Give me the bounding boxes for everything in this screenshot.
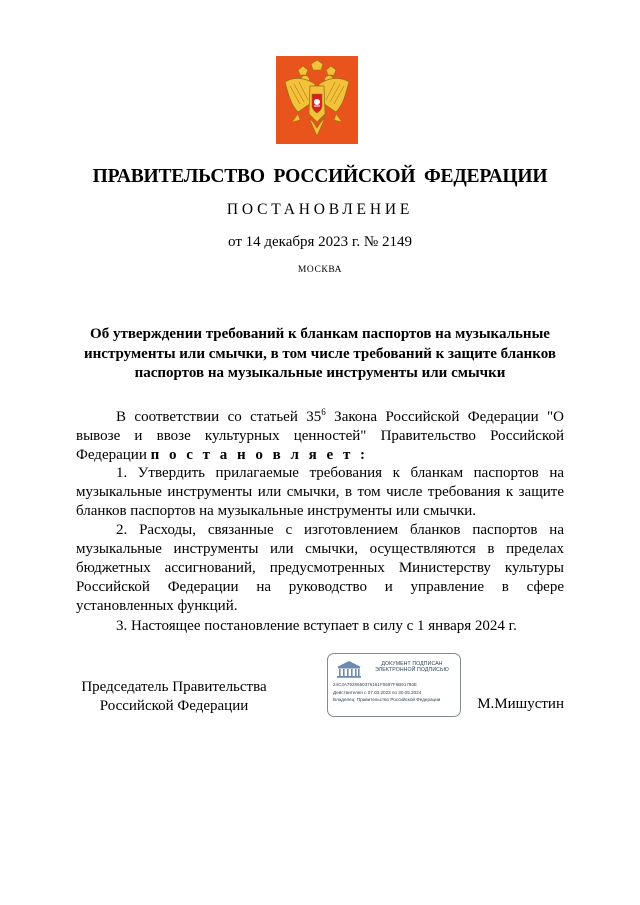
document-type: ПОСТАНОВЛЕНИЕ <box>226 201 414 218</box>
item-1-text: 1. Утвердить прилагаемые требования к бланкам паспортов на музыкальные инструменты или смычки, в том числе требования к защите бланков паспортов на музыкальные инструменты или смычки. <box>76 465 564 519</box>
electronic-signature-stamp <box>327 653 461 717</box>
item-3-paragraph <box>76 617 564 636</box>
signer-name: М.Мишустин <box>477 696 564 712</box>
government-title: ПРАВИТЕЛЬСТВО РОССИЙСКОЙ ФЕДЕРАЦИИ <box>92 166 548 187</box>
article-superscript: 6 <box>321 407 326 417</box>
signer-position-line-1: Председатель Правительства <box>81 679 267 695</box>
document-date-number: от 14 декабря 2023 г. № 2149 <box>228 234 412 250</box>
item-1-paragraph <box>76 464 564 521</box>
document-subject: Об утверждении требований к бланкам паспортов на музыкальные инструменты или смычки, в том числе требований к защите бланков паспортов на музыкальные инструменты или смычки <box>84 326 556 381</box>
item-2-text: 2. Расходы, связанные с изготовлением бланков паспортов на музыкальные инструменты или смычки, осуществляются в пределах бюджетных ассигнований, предусмотренных Министерству культуры Российской Федерации на руководство и управление в сфере установленных функций. <box>76 522 564 614</box>
stamp-owner: Владелец: Правительство Российской Федерации <box>333 697 441 702</box>
signer-position <box>68 678 280 716</box>
stamp-title <box>366 661 458 674</box>
preamble-text-start: В соответствии со статьей 35 <box>116 409 322 425</box>
item-2-paragraph <box>76 521 564 616</box>
preamble-text-end: Закона Российской Федерации "О вывозе и ввозе культурных ценностей" Правительство Российской Федерации <box>76 409 564 463</box>
double-headed-eagle-icon <box>276 56 358 144</box>
stamp-title-line-2: ЭЛЕКТРОННОЙ ПОДПИСЬЮ <box>375 667 449 674</box>
government-building-icon <box>334 659 364 679</box>
item-3-text: 3. Настоящее постановление вступает в силу с 1 января 2024 г. <box>116 618 517 634</box>
stamp-validity: Действителен с 07.03.2023 по 30.05.2024 <box>333 690 422 695</box>
stamp-certificate-number: 24C3A7928650376161F0697F6B91780E <box>333 682 418 687</box>
signer-position-line-2: Российской Федерации <box>99 698 249 714</box>
stamp-title-line-1: ДОКУМЕНТ ПОДПИСАН <box>381 661 443 667</box>
preamble-paragraph <box>76 408 564 465</box>
decree-word: п о с т а н о в л я е т : <box>150 447 369 463</box>
coat-of-arms-emblem <box>276 56 358 144</box>
document-city: МОСКВА <box>297 265 343 275</box>
